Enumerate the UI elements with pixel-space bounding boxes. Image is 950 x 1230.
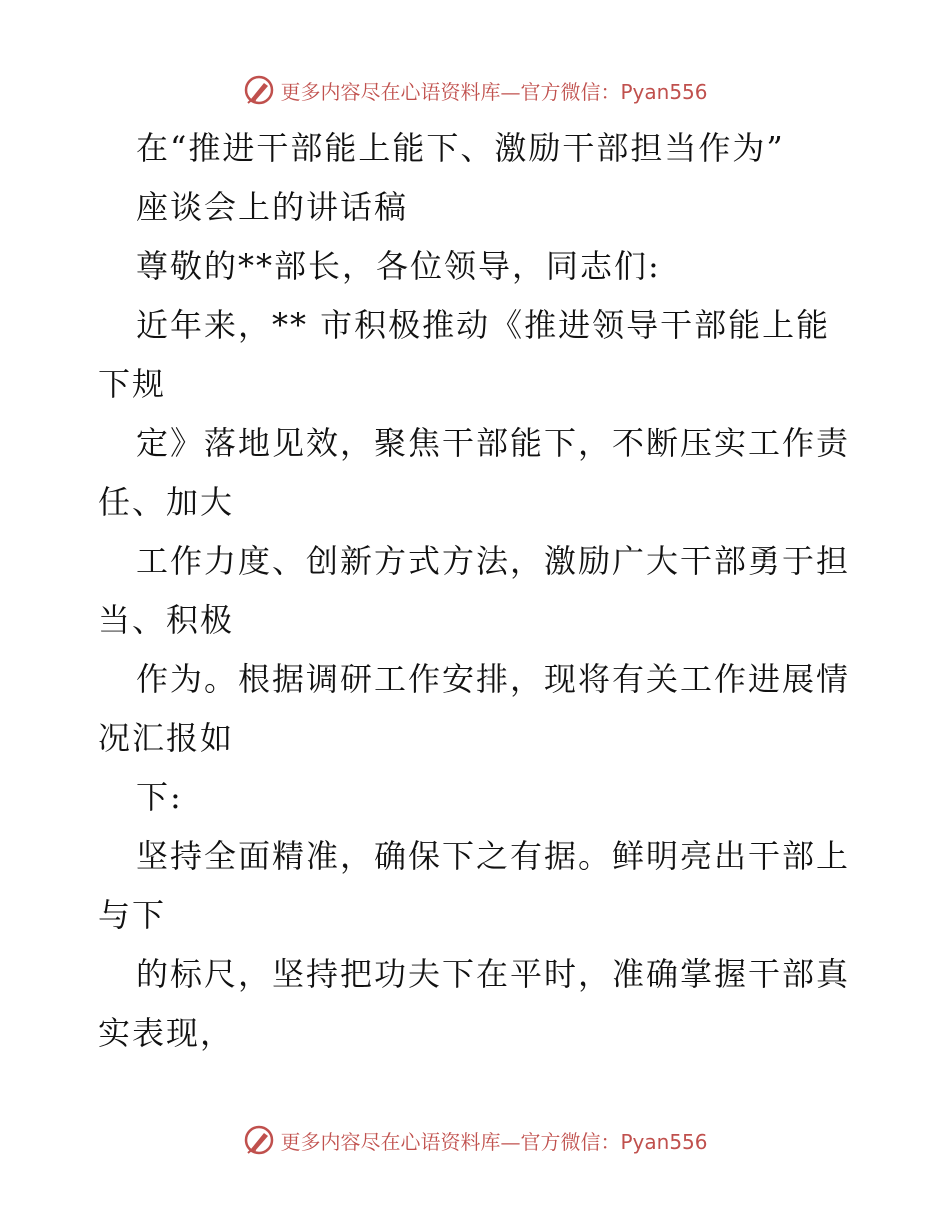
doc-line: 下规	[98, 365, 167, 403]
footer-banner	[0, 1120, 950, 1160]
banner-separator: —	[500, 1129, 521, 1154]
banner-wechat-label: 官方微信：	[520, 1129, 621, 1154]
doc-line: 与下	[98, 896, 167, 934]
doc-line: 坚持全面精准，确保下之有据。鲜明亮出干部上	[136, 837, 851, 875]
doc-line-title-1: 在“推进干部能上能下、激励干部担当作为”	[136, 129, 785, 167]
pen-seal-icon	[242, 73, 276, 107]
doc-line: 近年来，** 市积极推动《推进领导干部能上能	[136, 306, 831, 344]
banner-wechat-id: Pyan556	[620, 1129, 708, 1154]
banner-wechat-label: 官方微信：	[520, 79, 621, 104]
doc-line-title-2: 座谈会上的讲话稿	[136, 188, 409, 226]
banner-site-name: 更多内容尽在心语资料库	[280, 1129, 501, 1154]
doc-line: 当、积极	[98, 601, 235, 639]
doc-line: 况汇报如	[98, 719, 235, 757]
doc-line-salutation: 尊敬的**部长，各位领导，同志们:	[136, 247, 661, 285]
banner-text	[280, 1126, 707, 1155]
doc-line: 任、加大	[98, 483, 235, 521]
header-banner	[0, 70, 950, 110]
doc-line: 的标尺，坚持把功夫下在平时，准确掌握干部真	[136, 955, 851, 993]
doc-line: 下:	[136, 778, 183, 816]
doc-line: 工作力度、创新方式方法，激励广大干部勇于担	[136, 542, 851, 580]
doc-line: 定》落地见效，聚焦干部能下，不断压实工作责	[136, 424, 851, 462]
banner-separator: —	[500, 79, 521, 104]
banner-wechat-id: Pyan556	[620, 79, 708, 104]
banner-site-name: 更多内容尽在心语资料库	[280, 79, 501, 104]
banner-text	[280, 76, 707, 105]
doc-line: 作为。根据调研工作安排，现将有关工作进展情	[136, 660, 851, 698]
pen-seal-icon	[242, 1123, 276, 1157]
doc-line: 实表现，	[98, 1014, 235, 1052]
